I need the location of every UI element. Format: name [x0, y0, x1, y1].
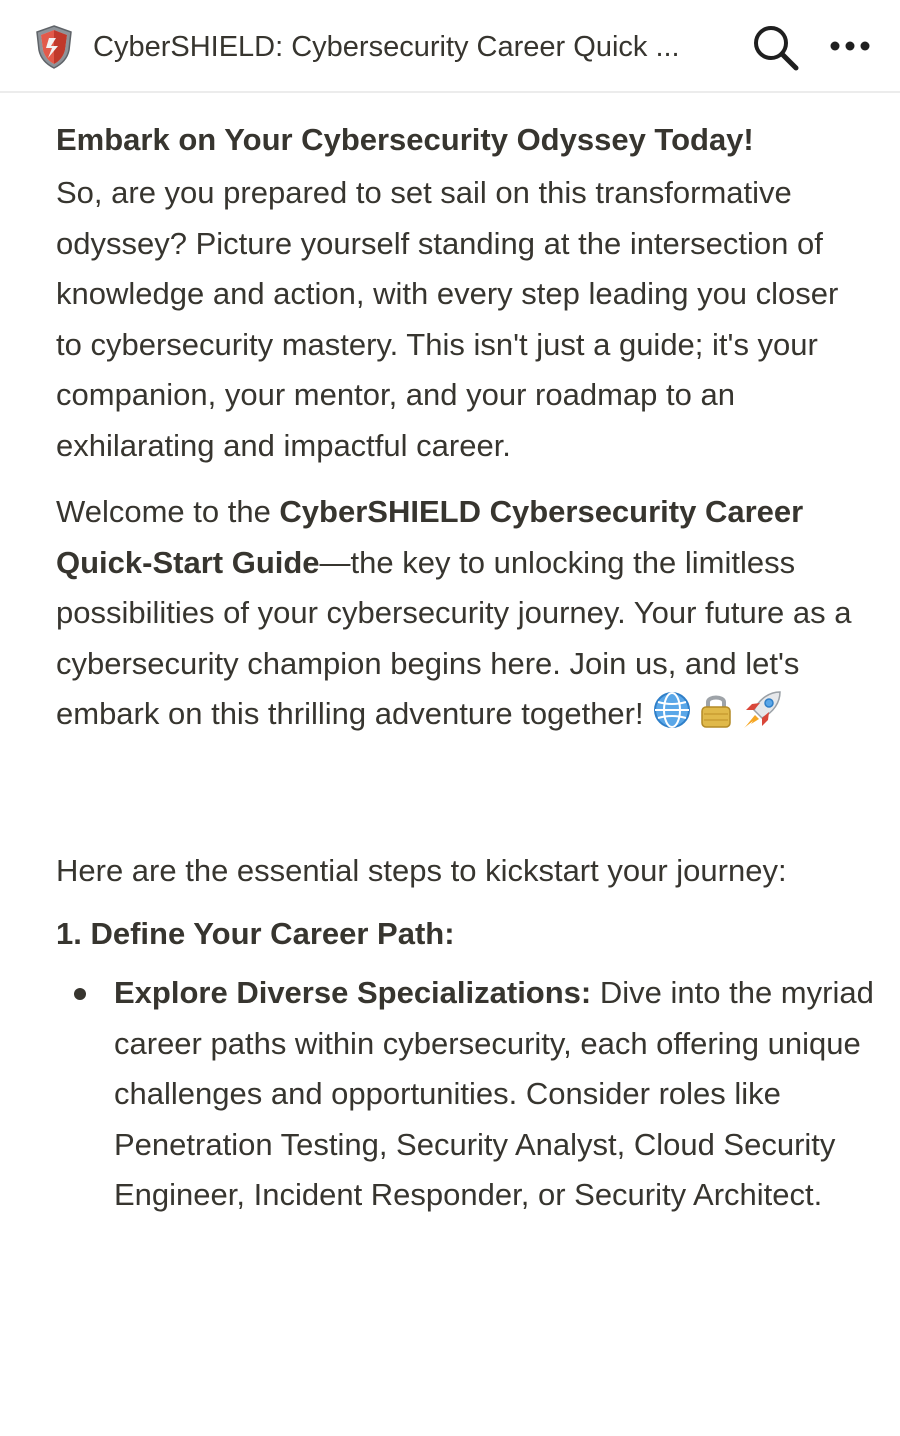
- top-bar: [0, 0, 900, 93]
- section-heading: Embark on Your Cybersecurity Odyssey Today!: [56, 122, 754, 157]
- page-content: [56, 112, 874, 1221]
- emoji-group: [652, 690, 784, 746]
- shield-icon: [34, 24, 74, 70]
- paragraph-welcome: [56, 487, 856, 746]
- bullet-dot: [74, 988, 86, 1000]
- bullet-body: Dive into the myriad career paths within cybersecurity, each offering unique challenges and opportunities. Consider roles like Penetration Testing, Security Analyst, Cloud Security Engineer, Incident Responder, or Security Architect.: [114, 975, 874, 1212]
- more-horizontal-icon[interactable]: [826, 30, 874, 62]
- spacer: [56, 762, 856, 846]
- welcome-prefix: Welcome to the: [56, 494, 280, 529]
- page-title: CyberSHIELD: Cybersecurity Career Quick ...: [93, 31, 680, 63]
- welcome-suffix: —the key to unlocking the limitless possibilities of your cybersecurity journey. Your future as a cybersecurity champion begins here. Join us, and let's embark on this thrilling adventure together!: [56, 544, 852, 731]
- lock-icon: [696, 690, 736, 746]
- steps-intro: Here are the essential steps to kickstart your journey:: [56, 852, 787, 888]
- paragraph-intro: So, are you prepared to set sail on this transformative odyssey? Picture yourself standing at the intersection of knowledge and action, with every step leading you closer to cybersecurity mastery. This isn't just a guide; it's your companion, your mentor, and your roadmap to an exhilarating and impactful career.: [56, 175, 839, 463]
- bullet-label: Explore Diverse Specializations:: [114, 975, 592, 1010]
- globe-icon: [652, 690, 692, 746]
- guide-name: CyberSHIELD Cybersecurity Career Quick-Start Guide: [56, 494, 804, 580]
- rocket-icon: [740, 690, 784, 746]
- step-heading: 1. Define Your Career Path:: [56, 916, 455, 951]
- bullet-text: [114, 968, 900, 1221]
- list-item: [56, 968, 900, 1221]
- search-icon[interactable]: [750, 22, 802, 72]
